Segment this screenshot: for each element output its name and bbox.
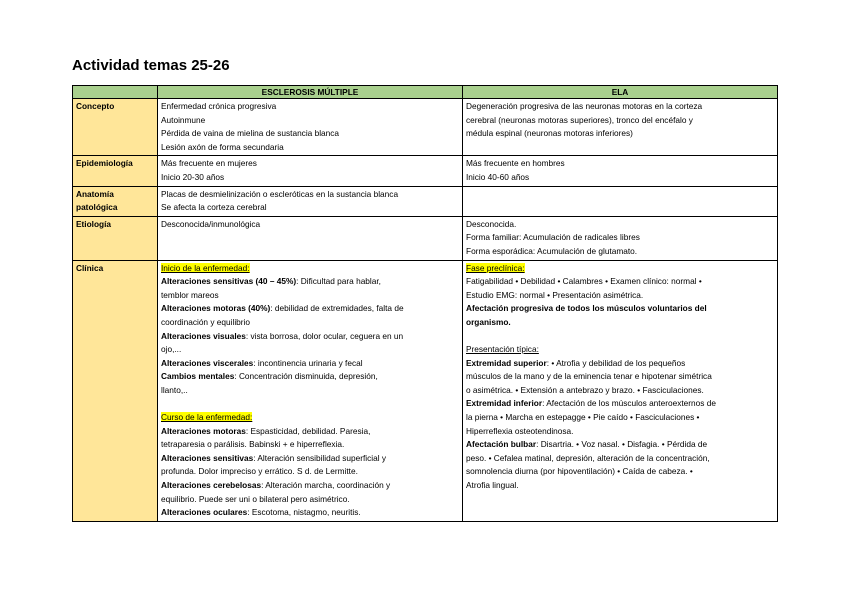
- section-title-curso: Curso de la enfermedad:: [161, 412, 253, 423]
- cell-em-etiologia: [158, 216, 463, 260]
- row-label-line: Anatomía: [76, 188, 114, 199]
- text-line: o asimétrica. • Extensión a antebrazo y brazo. • Fasciculaciones.: [466, 384, 704, 395]
- row-concepto: [73, 99, 778, 156]
- row-label-epidemiologia: Epidemiología: [73, 156, 158, 186]
- text-line: cerebral (neuronas motoras superiores), tronco del encéfalo y: [466, 114, 693, 125]
- spacer: [161, 397, 459, 411]
- text-line: músculos de la mano y de la eminencia tenar e hipotenar simétrica: [466, 371, 712, 382]
- row-epidemiologia: [73, 156, 778, 186]
- row-label-anatomia: [73, 186, 158, 216]
- text-line: Afectación progresiva de todos los músculos voluntarios del: [466, 303, 707, 314]
- text-line: Estudio EMG: normal • Presentación asimétrica.: [466, 289, 644, 300]
- text-line: Alteraciones oculares: Escotoma, nistagmo, neuritis.: [161, 507, 361, 518]
- text-line: Extremidad inferior: Afectación de los músculos anteroexternos de: [466, 398, 716, 409]
- text-line: Forma familiar: Acumulación de radicales libres: [466, 232, 640, 243]
- text-line: Hiperreflexia osteotendinosa.: [466, 425, 574, 436]
- text-line: equilibrio. Puede ser uni o bilateral pero asimétrico.: [161, 493, 350, 504]
- text-line: Lesión axón de forma secundaria: [161, 141, 284, 152]
- text-line: Pérdida de vaina de mielina de sustancia blanca: [161, 128, 340, 139]
- text-line: Cambios mentales: Concentración disminuida, depresión,: [161, 371, 378, 382]
- text-line: Degeneración progresiva de las neuronas motoras en la corteza: [466, 101, 703, 111]
- text-line: Desconocida.: [466, 218, 517, 229]
- text-line: Alteraciones viscerales: incontinencia urinaria y fecal: [161, 357, 363, 368]
- cell-ela-concepto: [463, 99, 778, 156]
- text-line: Alteraciones visuales: vista borrosa, dolor ocular, ceguera en un: [161, 330, 404, 341]
- text-line: Alteraciones cerebelosas: Alteración marcha, coordinación y: [161, 480, 391, 491]
- text-line: tetraparesia o parálisis. Babinski + e hiperreflexia.: [161, 439, 345, 450]
- cell-ela-etiologia: [463, 216, 778, 260]
- text-line: temblor mareos: [161, 289, 219, 300]
- header-empty: [73, 86, 158, 99]
- text-line: coordinación y equilibrio: [161, 316, 251, 327]
- text-line: peso. • Cefalea matinal, depresión, alteración de la concentración,: [466, 452, 710, 463]
- text-line: Placas de desmielinización o escleróticas en la sustancia blanca: [161, 188, 399, 199]
- section-title-inicio: Inicio de la enfermedad:: [161, 262, 250, 273]
- text-line: Extremidad superior: • Atrofia y debilidad de los pequeños: [466, 357, 686, 368]
- cell-em-clinica: [158, 260, 463, 521]
- section-title-presentacion: Presentación típica:: [466, 344, 539, 355]
- text-line: organismo.: [466, 316, 511, 327]
- spacer: [466, 330, 774, 344]
- text-line: ojo,...: [161, 344, 182, 355]
- text-line: Forma esporádica: Acumulación de glutamato.: [466, 245, 638, 256]
- row-label-concepto: Concepto: [73, 99, 158, 156]
- text-line: Alteraciones motoras (40%): debilidad de extremidades, falta de: [161, 303, 404, 314]
- text-line: Más frecuente en mujeres: [161, 158, 257, 169]
- section-title-fase: Fase preclínica:: [466, 262, 525, 273]
- text-line: Enfermedad crónica progresiva: [161, 101, 277, 111]
- header-em: ESCLEROSIS MÚLTIPLE: [158, 86, 463, 99]
- text-line: Alteraciones sensitivas (40 – 45%): Dificultad para hablar,: [161, 276, 381, 287]
- row-etiologia: [73, 216, 778, 260]
- text-line: Fatigabilidad • Debilidad • Calambres • Examen clínico: normal •: [466, 276, 702, 287]
- text-line: Se afecta la corteza cerebral: [161, 202, 267, 213]
- text-line: Desconocida/inmunológica: [161, 218, 261, 229]
- cell-em-anatomia: [158, 186, 463, 216]
- row-anatomia: [73, 186, 778, 216]
- text-line: médula espinal (neuronas motoras inferiores): [466, 128, 633, 139]
- text-line: llanto,..: [161, 384, 188, 395]
- text-line: Inicio 20-30 años: [161, 171, 225, 182]
- row-label-line: patológica: [76, 202, 118, 213]
- comparison-table: [72, 85, 778, 522]
- text-line: la pierna • Marcha en estepagge • Pie caído • Fasciculaciones •: [466, 412, 700, 423]
- text-line: Autoinmune: [161, 114, 206, 125]
- text-line: Alteraciones motoras: Espasticidad, debilidad. Paresia,: [161, 425, 371, 436]
- header-ela: ELA: [463, 86, 778, 99]
- row-clinica: [73, 260, 778, 521]
- header-row: [73, 86, 778, 99]
- row-label-clinica: Clínica: [73, 260, 158, 521]
- row-label-etiologia: Etiología: [73, 216, 158, 260]
- cell-em-epidemiologia: [158, 156, 463, 186]
- document-title: Actividad temas 25-26: [72, 57, 230, 74]
- cell-em-concepto: [158, 99, 463, 156]
- text-line: Inicio 40-60 años: [466, 171, 530, 182]
- cell-ela-epidemiologia: [463, 156, 778, 186]
- text-line: Atrofia lingual.: [466, 480, 519, 491]
- text-line: somnolencia diurna (por hipoventilación) • Caída de cabeza. •: [466, 466, 693, 477]
- text-line: profunda. Dolor impreciso y errático. S d. de Lermitte.: [161, 466, 358, 477]
- cell-ela-clinica: [463, 260, 778, 521]
- cell-ela-anatomia: [463, 186, 778, 216]
- text-line: Afectación bulbar: Disartria. • Voz nasal. • Disfagia. • Pérdida de: [466, 439, 708, 450]
- text-line: Más frecuente en hombres: [466, 158, 565, 169]
- text-line: Alteraciones sensitivas: Alteración sensibilidad superficial y: [161, 452, 387, 463]
